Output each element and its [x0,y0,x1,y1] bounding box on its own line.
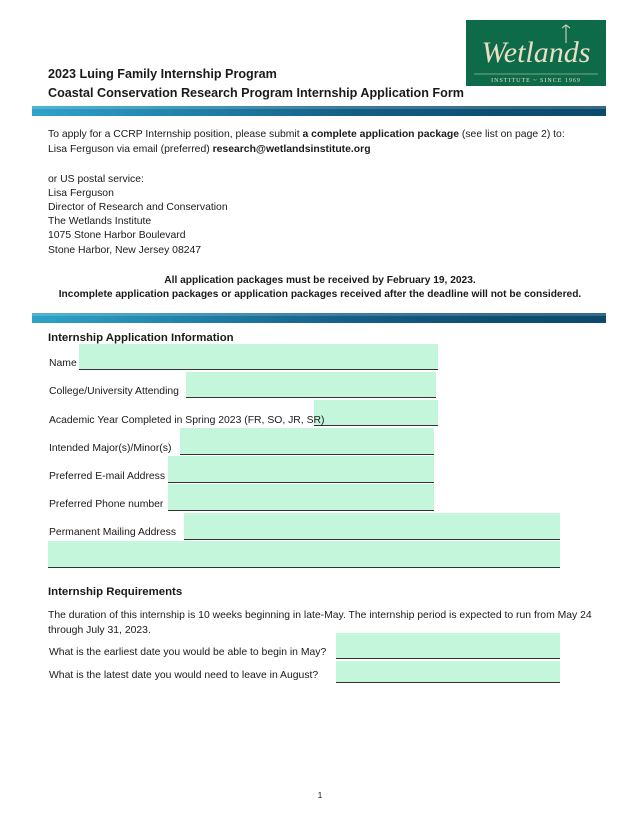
wetlands-institute-logo [466,20,606,86]
college-underline [186,397,436,398]
earliest-start-date-field[interactable] [336,633,560,659]
logo-tagline: INSTITUTE ~ SINCE 1969 [491,78,581,84]
name-label: Name [49,358,77,369]
name-field[interactable] [79,344,438,370]
phone-label: Preferred Phone number [49,499,164,510]
program-title: 2023 Luing Family Internship Program [48,67,277,81]
duration-paragraph-line-1: The duration of this internship is 10 weeks beginning in late-May. The internship period is expected to run from May 24 [48,610,592,621]
major-minor-field[interactable] [180,428,434,454]
postal-line: 1075 Stone Harbor Boulevard [48,230,186,241]
form-title: Coastal Conservation Research Program Internship Application Form [48,86,464,100]
intro-contact-text: Lisa Ferguson via email (preferred) [48,144,213,155]
name-underline [79,369,438,370]
latest-leave-underline [336,682,560,683]
phone-field[interactable] [168,484,434,510]
academic-year-underline [314,425,438,426]
logo-graphic [466,20,606,86]
college-field[interactable] [186,372,436,398]
earliest-start-underline [336,658,560,659]
intro-emphasis: a complete application package [302,129,460,140]
mailing-address-label: Permanent Mailing Address [49,527,177,538]
section-heading-application-info: Internship Application Information [48,332,234,344]
email-underline [168,482,434,483]
mailing-address-field-line-2[interactable] [48,541,560,568]
postal-line: Director of Research and Conservation [48,202,228,213]
intro-text-tail: (see list on page 2) to: [459,129,565,140]
mailing-address-underline-2 [48,567,560,568]
college-label: College/University Attending [49,386,179,397]
contact-email: research@wetlandsinstitute.org [212,144,371,155]
mailing-address-underline [184,539,560,540]
logo-wordmark: Wetlands [481,36,591,69]
intro-line-2 [48,143,371,157]
postal-line: or US postal service: [48,174,144,185]
deadline-notice: All application packages must be received by February 19, 2023. [164,275,476,286]
email-label: Preferred E-mail Address [49,471,166,482]
section-divider-band [32,313,606,323]
section-heading-requirements: Internship Requirements [48,586,183,598]
major-minor-underline [180,454,434,455]
page-number: 1 [317,790,323,800]
late-submission-notice: Incomplete application packages or application packages received after the deadline will not be considered. [58,289,582,300]
postal-line: The Wetlands Institute [48,216,152,227]
academic-year-field[interactable] [314,400,438,426]
postal-line: Stone Harbor, New Jersey 08247 [48,245,202,256]
phone-underline [168,510,434,511]
major-minor-label: Intended Major(s)/Minor(s) [49,443,172,454]
email-field[interactable] [168,456,434,482]
latest-leave-date-field[interactable] [336,661,560,682]
header-divider-band [32,106,606,116]
latest-leave-question: What is the latest date you would need to leave in August? [49,670,319,681]
duration-paragraph-line-2: through July 31, 2023. [48,625,151,636]
mailing-address-field[interactable] [184,513,560,540]
postal-line: Lisa Ferguson [48,188,114,199]
academic-year-label: Academic Year Completed in Spring 2023 (FR, SO, JR, SR) [49,415,325,426]
intro-text: To apply for a CCRP Internship position, please submit [48,129,303,140]
intro-line-1 [48,128,565,142]
earliest-start-question: What is the earliest date you would be able to begin in May? [49,647,327,658]
